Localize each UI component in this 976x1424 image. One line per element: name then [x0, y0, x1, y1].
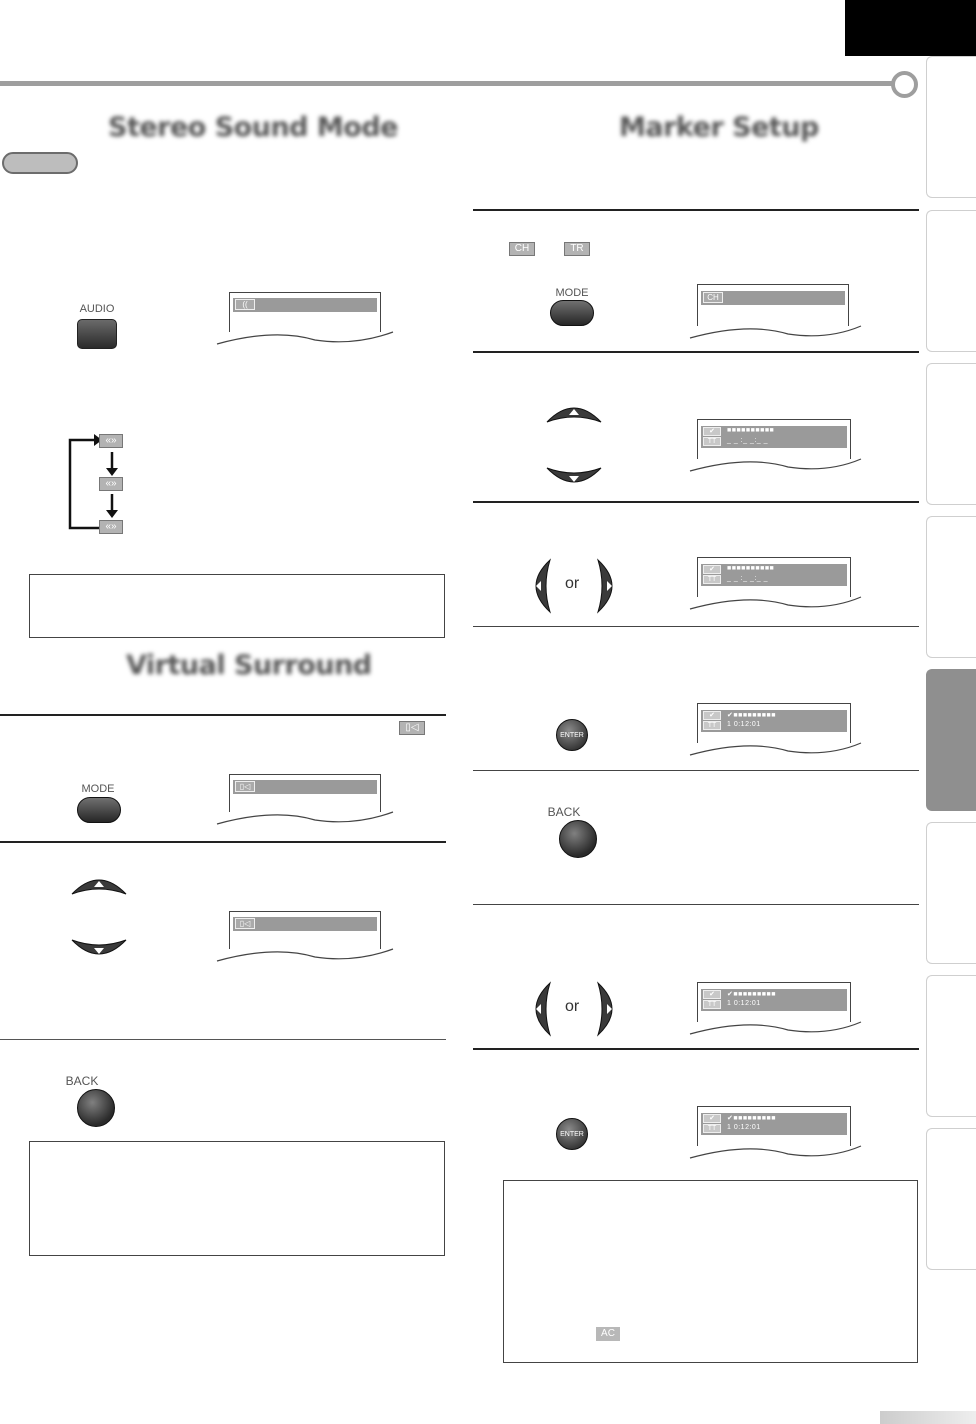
- marker-list-osd-5-tear: [688, 1140, 863, 1162]
- left-arrow-button-2[interactable]: [528, 981, 554, 1037]
- marker-note-box: [503, 1180, 918, 1363]
- step-divider: [473, 209, 919, 211]
- title-icon: TT: [703, 575, 721, 584]
- marker-list-osd-1-tear: [688, 453, 863, 475]
- down-arrow-button-right[interactable]: [545, 464, 603, 492]
- side-tab-6[interactable]: [926, 822, 976, 964]
- left-arrow-button[interactable]: [528, 558, 554, 614]
- enter-button-1[interactable]: ENTER: [556, 719, 588, 751]
- step-divider: [473, 904, 919, 905]
- title-icon: TT: [703, 437, 721, 446]
- check-icon: ✔: [703, 1114, 721, 1123]
- top-rule: [0, 81, 896, 86]
- audio-button[interactable]: [77, 319, 117, 349]
- or-label-1: or: [565, 575, 580, 592]
- title-icon: TT: [703, 1000, 721, 1009]
- side-tab-1[interactable]: [926, 56, 976, 198]
- back-button-label: BACK: [65, 1074, 99, 1088]
- surround-level-osd-tear: [215, 943, 395, 965]
- or-label-2: or: [565, 998, 580, 1015]
- side-tab-8[interactable]: [926, 1128, 976, 1270]
- mode-button-right[interactable]: [550, 300, 594, 326]
- side-tab-5-active[interactable]: [926, 669, 976, 811]
- audio-mode-icon-3: «»: [99, 520, 123, 534]
- step-divider: [0, 1039, 446, 1040]
- back-button[interactable]: [77, 1089, 115, 1127]
- audio-button-label: AUDIO: [79, 303, 115, 315]
- marker-list-osd-2-tear: [688, 591, 863, 613]
- step-divider: [0, 841, 446, 843]
- surround-osd-icon: ▯◁: [235, 781, 255, 792]
- down-arrow-button[interactable]: [70, 936, 128, 964]
- marker-slots: ✔■■■■■■■■■: [727, 1115, 776, 1122]
- marker-osd-tear: [688, 320, 863, 342]
- marker-time-3: 1 0:12:01: [727, 1124, 761, 1131]
- marker-time-blank-2: _ _ :_ _:_ _: [727, 575, 769, 582]
- marker-slots: ✔■■■■■■■■■: [727, 991, 776, 998]
- marker-slots: ■■■■■■■■■■: [727, 427, 775, 434]
- surround-note-box: [29, 1141, 445, 1256]
- up-arrow-button-right[interactable]: [545, 398, 603, 426]
- right-arrow-button-2[interactable]: [594, 981, 620, 1037]
- title-icon: TT: [703, 721, 721, 730]
- audio-mode-icon-1: «»: [99, 434, 123, 448]
- back-button-right[interactable]: [559, 820, 597, 858]
- marker-list-osd-3-tear: [688, 737, 863, 759]
- step-divider: [0, 714, 446, 716]
- marker-slots: ■■■■■■■■■■: [727, 565, 775, 572]
- marker-slots: ✔■■■■■■■■■: [727, 712, 776, 719]
- black-corner-block: [845, 0, 976, 56]
- mode-button-label-right: MODE: [555, 287, 589, 299]
- check-icon: ✔: [703, 427, 721, 436]
- chip-tr: TR: [564, 242, 590, 256]
- surround-osd-screen-tear: [215, 806, 395, 828]
- audio-mode-icon: ((: [235, 299, 255, 310]
- side-tab-4[interactable]: [926, 516, 976, 658]
- check-icon: ✔: [703, 990, 721, 999]
- check-icon: ✔: [703, 711, 721, 720]
- ch-osd-icon: CH: [703, 292, 723, 303]
- marker-time-2: 1 0:12:01: [727, 1000, 761, 1007]
- disc-type-pill: [2, 152, 78, 174]
- top-rule-circle: [891, 71, 918, 98]
- enter-button-2[interactable]: ENTER: [556, 1118, 588, 1150]
- chip-ac: AC: [596, 1327, 620, 1341]
- marker-time-blank-1: _ _ :_ _:_ _: [727, 437, 769, 444]
- surround-icon: ▯◁: [399, 721, 425, 735]
- up-arrow-button[interactable]: [70, 870, 128, 898]
- marker-time-1: 1 0:12:01: [727, 721, 761, 728]
- audio-mode-icon-2: «»: [99, 477, 123, 491]
- virtual-surround-title: Virtual Surround: [126, 650, 372, 681]
- chip-ch: CH: [509, 242, 535, 256]
- side-tab-2[interactable]: [926, 210, 976, 352]
- side-tab-3[interactable]: [926, 363, 976, 505]
- check-icon: ✔: [703, 565, 721, 574]
- step-divider: [473, 351, 919, 353]
- audio-osd-screen-tear: [215, 326, 395, 348]
- step-divider: [473, 501, 919, 503]
- marker-setup-title: Marker Setup: [619, 112, 819, 143]
- marker-list-osd-4-tear: [688, 1016, 863, 1038]
- page-number-bar: [880, 1411, 976, 1424]
- mode-button[interactable]: [77, 797, 121, 823]
- stereo-sound-mode-title: Stereo Sound Mode: [108, 112, 398, 143]
- step-divider: [473, 770, 919, 771]
- mode-button-label: MODE: [81, 783, 115, 795]
- title-icon: TT: [703, 1124, 721, 1133]
- stereo-note-box: [29, 574, 445, 638]
- step-divider: [473, 626, 919, 627]
- step-divider: [473, 1048, 919, 1050]
- surround-level-icon: ▯◁: [235, 918, 255, 929]
- back-button-label-right: BACK: [547, 805, 581, 819]
- right-arrow-button[interactable]: [594, 558, 620, 614]
- side-tab-7[interactable]: [926, 975, 976, 1117]
